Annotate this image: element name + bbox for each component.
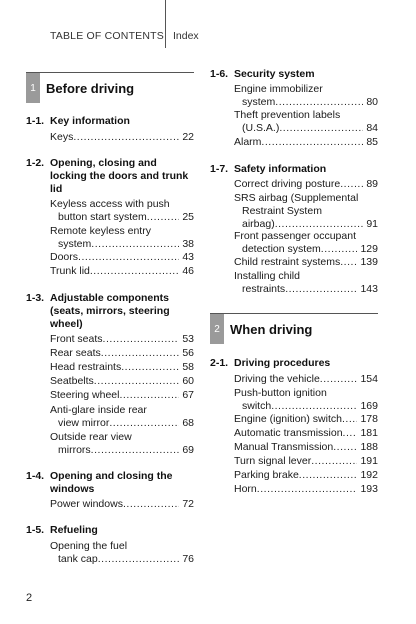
entry-label: Front seats [50,333,103,345]
entry-label: switch [242,400,272,412]
leader-dots [147,211,180,224]
entry-label: Keys [50,131,74,143]
leader-dots [94,375,180,388]
entry-page: 85 [366,136,378,148]
entry-label: Front passenger occupant [234,230,356,242]
entry-label: Automatic transmission [234,427,343,439]
entry-label: Engine (ignition) switch [234,413,342,425]
leader-dots [261,136,363,149]
index-link[interactable]: Index [173,30,199,42]
leader-dots [279,122,363,135]
section-title: Driving procedures [234,357,331,369]
toc-entry-manual-transmission[interactable] [234,441,378,454]
entry-page: 181 [360,427,378,439]
section-title: Key information [50,115,130,127]
entry-label: Installing child [234,270,300,282]
leader-dots [123,498,179,511]
toc-entry-srs-airbag[interactable] [234,192,378,231]
entry-label: Turn signal lever [234,455,312,467]
toc-entry-anti-glare-mirror[interactable] [50,404,194,430]
toc-entry-child-restraint[interactable] [234,256,378,269]
section-title: Safety information [234,163,327,175]
toc-entry-power-windows[interactable] [50,498,194,511]
entry-label: Child restraint systems [234,256,341,268]
toc-entry-steering-wheel[interactable] [50,389,194,402]
entry-page: 178 [360,413,378,425]
entry-label: Outside rear view [50,431,132,443]
entry-page: 43 [182,251,194,263]
toc-entry-occupant-detection[interactable] [234,230,378,256]
entry-label: (U.S.A.) [242,122,280,134]
leader-dots [275,96,363,109]
entry-label: Horn [234,483,257,495]
entry-page: 76 [182,553,194,565]
toc-entry-engine-ignition-switch[interactable] [234,413,378,426]
entry-page: 129 [360,243,378,255]
leader-dots [299,469,358,482]
entry-label: Trunk lid [50,265,90,277]
toc-entry-remote-keyless[interactable] [50,225,194,251]
leader-dots [271,400,357,413]
entry-label: Rear seats [50,347,101,359]
chapter-number: 2 [210,314,224,344]
entry-page: 56 [182,347,194,359]
section-number: 2-1. [210,357,229,369]
leader-dots [101,347,180,360]
leader-dots [119,389,179,402]
leader-dots [103,333,180,346]
toc-entry-horn[interactable] [234,483,378,496]
entry-page: 89 [366,178,378,190]
toc-entry-doors[interactable] [50,251,194,264]
section-number: 1-4. [26,470,45,482]
entry-page: 91 [366,218,378,230]
leader-dots [91,238,179,251]
toc-entry-theft-prevention[interactable] [234,109,378,135]
entry-label: system [242,96,276,108]
entry-label: button start system [58,211,147,223]
entry-label: restraints [242,283,286,295]
section-title: Opening and closing the windows [50,470,173,495]
section-number: 1-3. [26,292,45,304]
leader-dots [78,251,179,264]
entry-label: Keyless access with push [50,198,170,210]
section-number: 1-6. [210,68,229,80]
toc-entry-engine-immobilizer[interactable] [234,83,378,109]
leader-dots [342,413,358,426]
toc-entry-automatic-transmission[interactable] [234,427,378,440]
leader-dots [340,256,357,269]
entry-page: 193 [360,483,378,495]
page-number: 2 [26,592,33,604]
entry-page: 38 [182,238,194,250]
toc-entry-installing-child[interactable] [234,270,378,296]
entry-label: Driving the vehicle [234,373,320,385]
entry-label: Power windows [50,498,123,510]
entry-label: airbag) [242,218,275,230]
entry-label: tank cap [58,553,98,565]
entry-page: 154 [360,373,378,385]
entry-page: 72 [182,498,194,510]
entry-label: system [58,238,92,250]
section-title: Adjustable components (seats, mirrors, steering wheel) [50,292,170,330]
chapter-number: 1 [26,73,40,103]
entry-page: 60 [182,375,194,387]
section-title: Refueling [50,524,98,536]
toc-entry-head-restraints[interactable] [50,361,194,374]
entry-label: detection system [242,243,321,255]
entry-page: 192 [360,469,378,481]
entry-label: Manual Transmission [234,441,334,453]
toc-entry-outside-mirrors[interactable] [50,431,194,457]
entry-page: 46 [182,265,194,277]
toc-entry-keyless-access[interactable] [50,198,194,224]
leader-dots [343,427,358,440]
toc-entry-fuel-tank-cap[interactable] [50,540,194,566]
leader-dots [333,441,357,454]
leader-dots [121,361,179,374]
leader-dots [321,243,358,256]
leader-dots [73,131,179,144]
toc-entry-push-button-ignition[interactable] [234,387,378,413]
chapter-2-heading[interactable] [210,313,378,344]
toc-entry-driving-posture[interactable] [234,178,378,191]
leader-dots [90,265,179,278]
entry-page: 191 [360,455,378,467]
toc-entry-driving-the-vehicle[interactable] [234,373,378,386]
entry-label: Steering wheel [50,389,120,401]
toc-entry-parking-brake[interactable] [234,469,378,482]
section-number: 1-2. [26,157,45,169]
entry-label: SRS airbag (Supplemental [234,192,359,204]
toc-entry-turn-signal-lever[interactable] [234,455,378,468]
toc-entry-alarm[interactable] [234,136,378,149]
section-title: Security system [234,68,315,80]
entry-label: Push-button ignition [234,387,327,399]
entry-page: 22 [182,131,194,143]
section-number: 1-5. [26,524,45,536]
chapter-1-heading[interactable] [26,72,194,103]
entry-page: 58 [182,361,194,373]
leader-dots [311,455,357,468]
entry-page: 188 [360,441,378,453]
table-of-contents-link[interactable]: TABLE OF CONTENTS [49,30,164,42]
section-number: 1-1. [26,115,45,127]
entry-page: 67 [182,389,194,401]
entry-label: Restraint System [242,205,322,217]
entry-page: 169 [360,400,378,412]
section-number: 1-7. [210,163,229,175]
leader-dots [257,483,358,496]
entry-label: Remote keyless entry [50,225,151,237]
entry-label: Seatbelts [50,375,94,387]
section-title: Opening, closing and locking the doors and trunk lid [50,157,189,195]
entry-page: 25 [182,211,194,223]
entry-label: Doors [50,251,79,263]
entry-page: 143 [360,283,378,295]
entry-page: 68 [182,417,194,429]
leader-dots [98,553,180,566]
entry-page: 80 [366,96,378,108]
toc-entry-trunk-lid[interactable] [50,265,194,278]
leader-dots [320,373,358,386]
toc-entry-rear-seats[interactable] [50,347,194,360]
toc-entry-front-seats[interactable] [50,333,194,346]
toc-entry-seatbelts[interactable] [50,375,194,388]
toc-entry-keys[interactable] [50,131,194,144]
entry-label: Correct driving posture [234,178,341,190]
entry-label: mirrors [58,444,91,456]
leader-dots [340,178,363,191]
entry-label: Theft prevention labels [234,109,341,121]
entry-page: 84 [366,122,378,134]
leader-dots [285,283,357,296]
entry-label: Anti-glare inside rear [50,404,147,416]
header-divider [165,0,166,48]
entry-page: 53 [182,333,194,345]
entry-page: 139 [360,256,378,268]
entry-page: 69 [182,444,194,456]
entry-label: Engine immobilizer [234,83,323,95]
leader-dots [91,444,180,457]
entry-label: Parking brake [234,469,299,481]
entry-label: Opening the fuel [50,540,128,552]
leader-dots [109,417,179,430]
chapter-title: When driving [230,321,313,337]
entry-label: view mirror [58,417,110,429]
chapter-title: Before driving [46,80,135,96]
entry-label: Head restraints [50,361,122,373]
entry-label: Alarm [234,136,262,148]
